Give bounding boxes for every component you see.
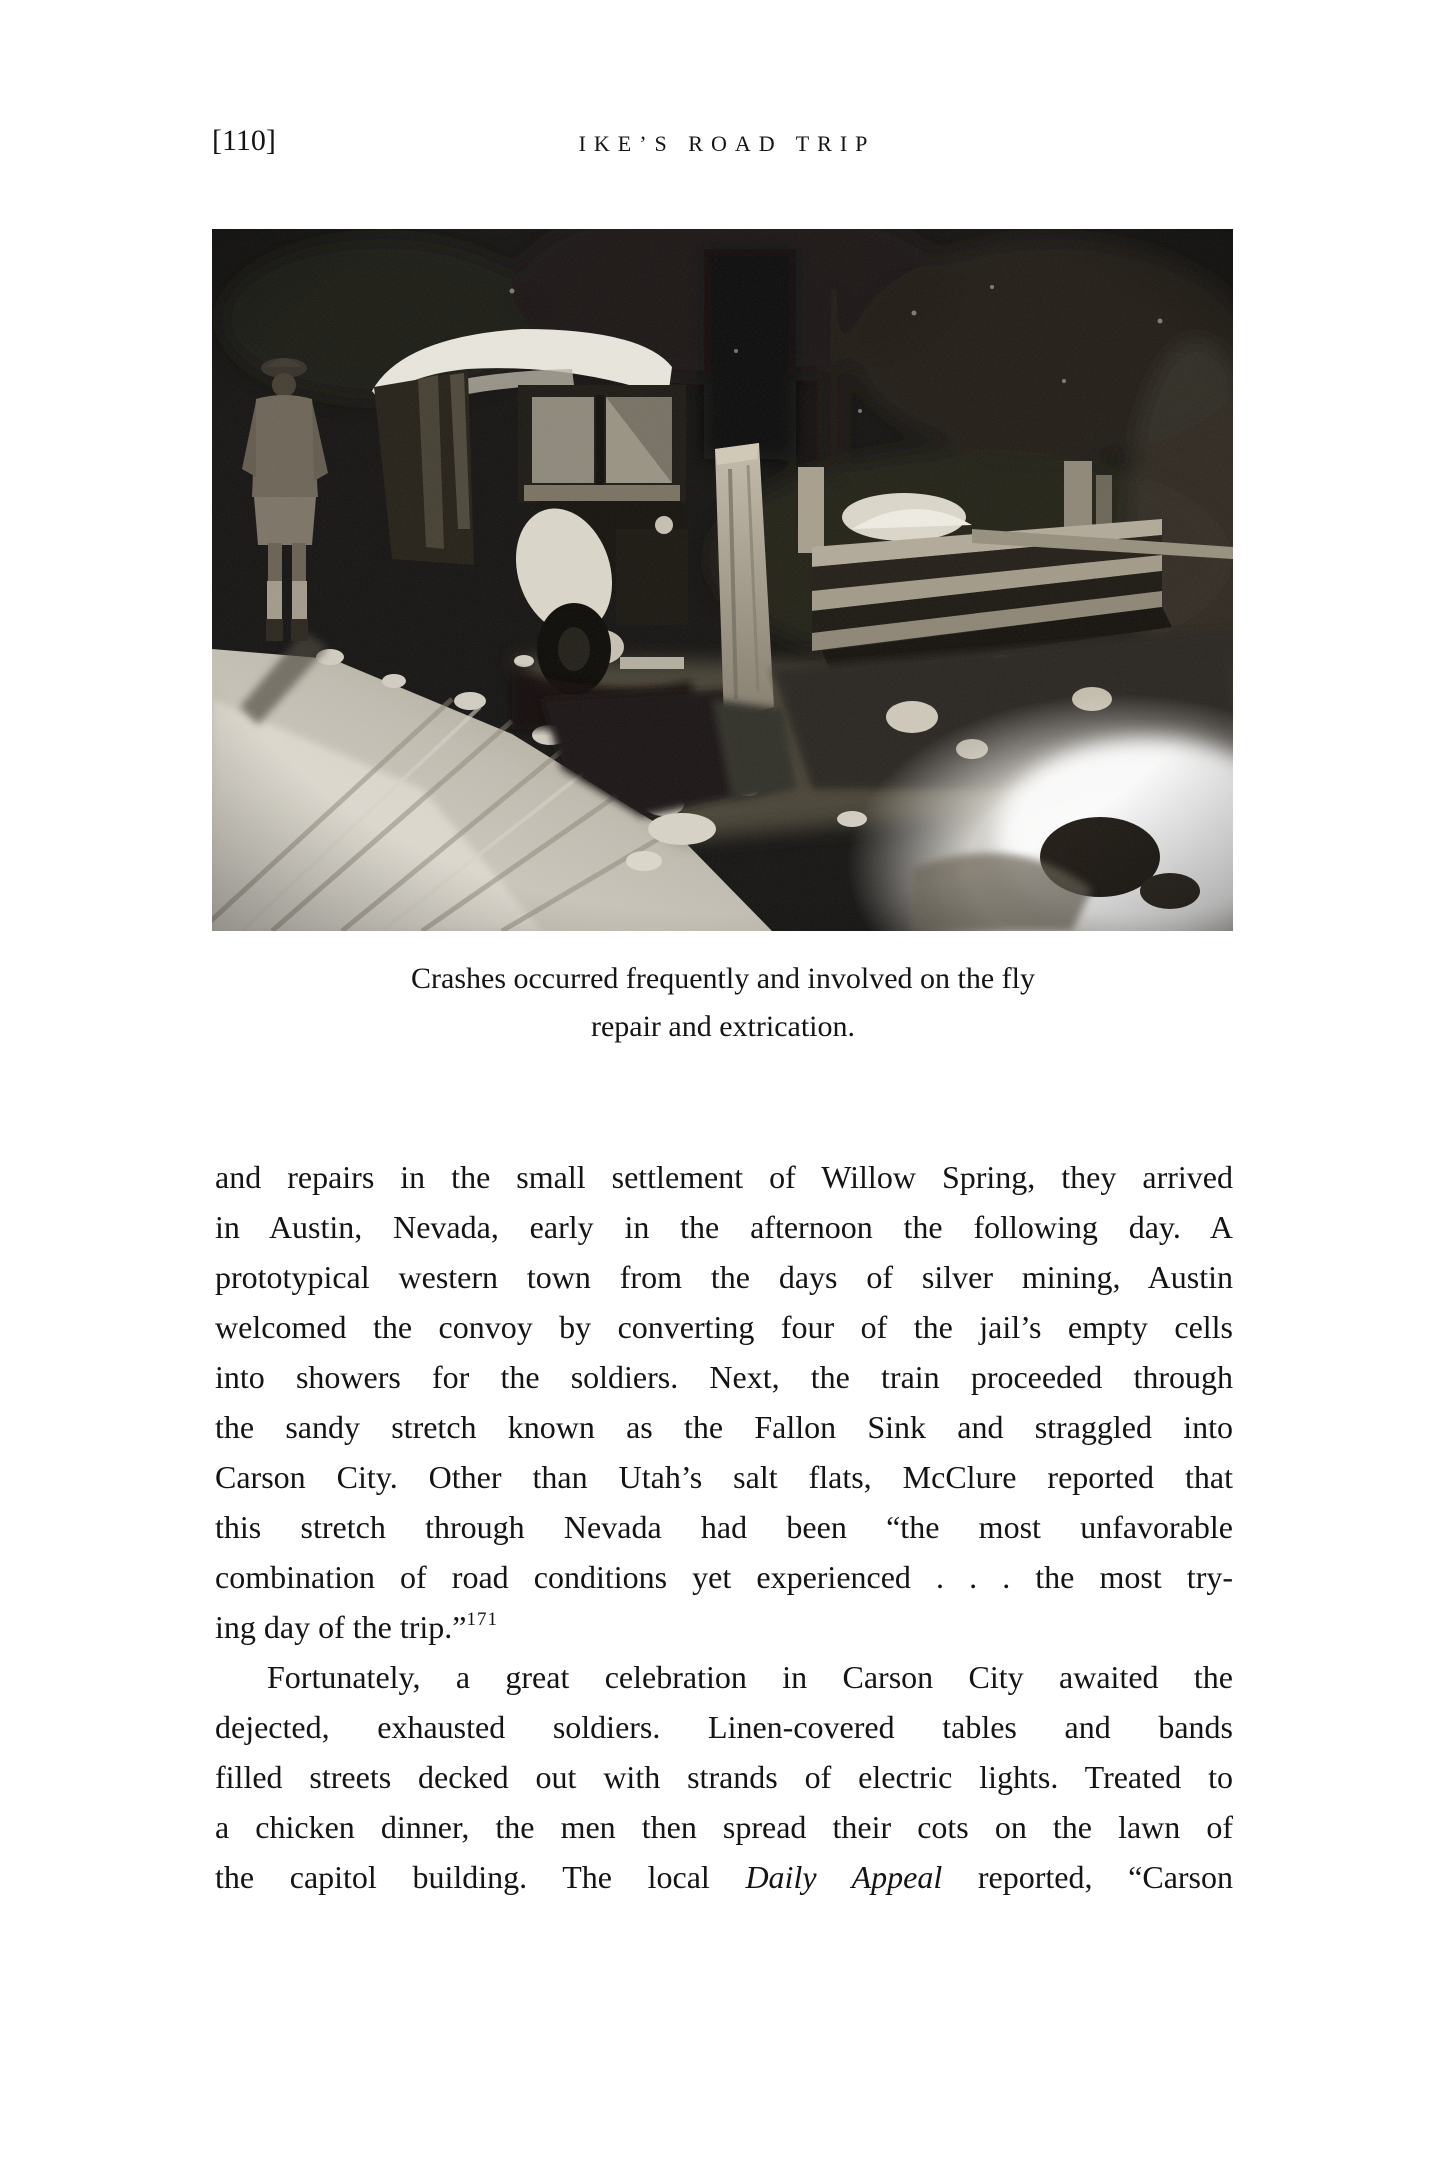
body-line: the capitol building. The local Daily Appeal reported, “Carson <box>215 1859 1234 1895</box>
body-line: filled streets decked out with strands of electric lights. Treated to <box>215 1759 1233 1795</box>
body-line: combination of road conditions yet experienced . . . the most try- <box>215 1559 1233 1595</box>
photo-caption <box>213 955 1233 1051</box>
body-line: the sandy stretch known as the Fallon Sink and straggled into <box>215 1409 1233 1445</box>
body-text <box>215 1152 1233 1902</box>
body-line: and repairs in the small settlement of Willow Spring, they arrived <box>215 1159 1233 1195</box>
body-line: dejected, exhausted soldiers. Linen-covered tables and bands <box>215 1709 1233 1745</box>
caption-line: Crashes occurred frequently and involved on the fly <box>411 962 1035 995</box>
running-header: IKE’S ROAD TRIP <box>578 131 876 156</box>
photo-illustration <box>212 229 1233 931</box>
body-line: ing day of the trip.”$^{171}$ <box>215 1609 498 1645</box>
body-line: Fortunately, a great celebration in Carson City awaited the <box>267 1659 1233 1695</box>
body-line: prototypical western town from the days of silver mining, Austin <box>215 1259 1233 1295</box>
body-line: welcomed the convoy by converting four of the jail’s empty cells <box>215 1309 1233 1345</box>
page-number: [110] <box>212 124 276 157</box>
body-line: this stretch through Nevada had been “the most unfavorable <box>215 1509 1233 1545</box>
body-line: Carson City. Other than Utah’s salt flats, McClure reported that <box>215 1459 1233 1495</box>
caption-line: repair and extrication. <box>590 1010 856 1043</box>
body-line: into showers for the soldiers. Next, the train proceeded through <box>215 1359 1233 1395</box>
photograph <box>212 229 1233 931</box>
body-line: in Austin, Nevada, early in the afternoon the following day. A <box>215 1209 1233 1245</box>
body-line: a chicken dinner, the men then spread their cots on the lawn of <box>215 1809 1233 1845</box>
vignette <box>212 229 1233 931</box>
